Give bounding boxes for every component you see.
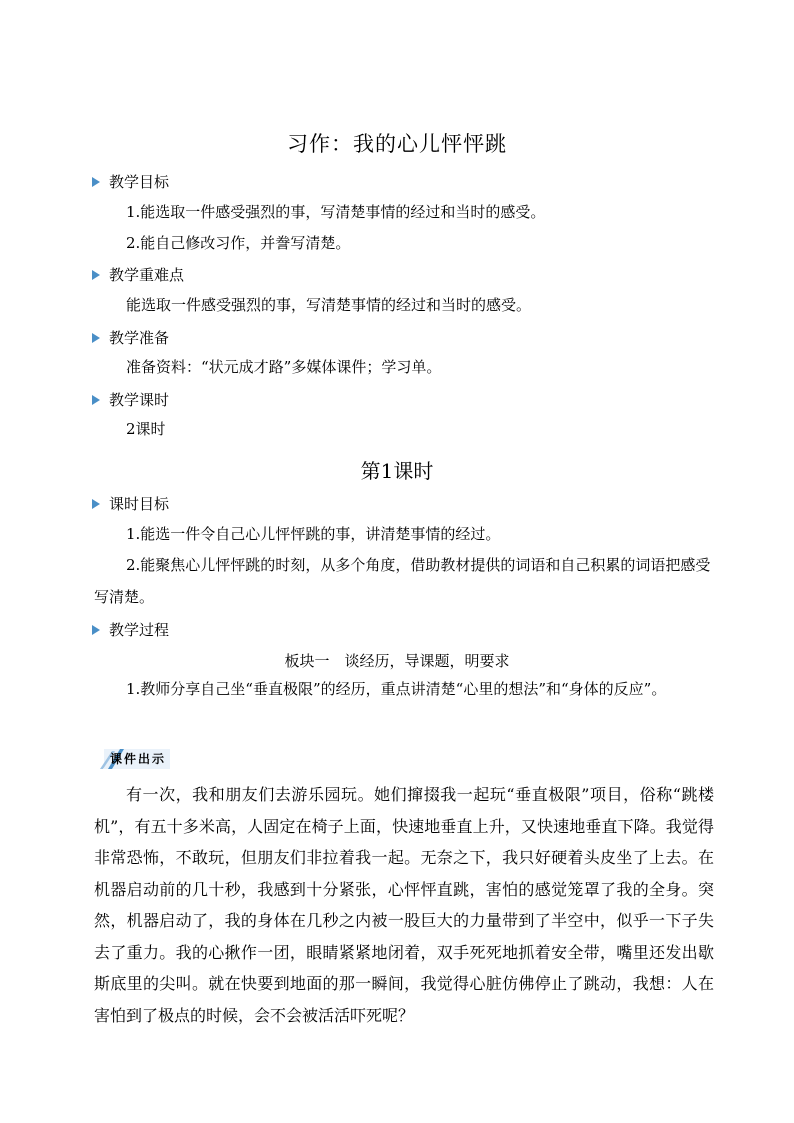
section-heading-label: 教学重难点 [109, 266, 185, 284]
story-paragraph: 有一次，我和朋友们去游乐园玩。她们撺掇我一起玩“垂直极限”项目，俗称“跳楼机”，有五十多米高，人固定在椅子上面，快速地垂直上升，又快速地垂直下降。我觉得非常恐怖，不敢玩，但朋友们非拉着我一起。无奈之下，我只好硬着头皮坐了上去。在机器启动前的几十秒，我感到十分紧张，心怦怦直跳，害怕的感觉笼罩了我的全身。突然，机器启动了，我的身体在几秒之内被一股巨大的力量带到了半空中，似乎一下子失去了重力。我的心揪作一团，眼睛紧紧地闭着，双手死死地抓着安全带，嘴里还发出歇斯底里的尖叫。就在快要到地面的那一瞬间，我觉得心脏仿佛停止了跳动，我想：人在害怕到了极点的时候，会不会被活活吓死呢？ [94, 785, 714, 1025]
paragraph: 1.教师分享自己坐“垂直极限”的经历，重点讲清楚“心里的想法”和“身体的反应”。 [126, 680, 667, 698]
section-heading-goals [92, 171, 169, 192]
badge-label: 课件出示 [110, 752, 167, 766]
section-heading-label: 教学准备 [109, 329, 170, 347]
paragraph: 2.能自己修改习作，并誊写清楚。 [126, 234, 351, 252]
paragraph: 2课时 [126, 420, 166, 438]
section-heading-key-points [92, 264, 184, 285]
triangle-bullet-icon [92, 625, 100, 635]
section-heading-process [92, 619, 169, 640]
paragraph: 准备资料：“状元成才路”多媒体课件；学习单。 [126, 358, 442, 376]
section-heading-lesson-goals [92, 493, 169, 514]
section-heading-periods [92, 389, 169, 410]
section-heading-label: 教学课时 [109, 391, 170, 409]
triangle-bullet-icon [92, 395, 100, 405]
section-heading-preparation [92, 327, 169, 348]
paragraph: 2.能聚焦心儿怦怦跳的时刻，从多个角度，借助教材提供的词语和自己积累的词语把感受写清楚。 [94, 556, 711, 606]
triangle-bullet-icon [92, 177, 100, 187]
paragraph: 1.能选一件令自己心儿怦怦跳的事，讲清楚事情的经过。 [126, 525, 501, 543]
triangle-bullet-icon [92, 499, 100, 509]
triangle-bullet-icon [92, 270, 100, 280]
section-heading-label: 教学目标 [109, 173, 170, 191]
courseware-badge [98, 747, 172, 771]
page-title: 习作：我的心儿怦怦跳 [287, 132, 507, 156]
triangle-bullet-icon [92, 333, 100, 343]
paragraph: 能选取一件感受强烈的事，写清楚事情的经过和当时的感受。 [126, 296, 532, 314]
block-title: 板块一 谈经历，导课题，明要求 [284, 652, 510, 670]
lesson-title: 第1课时 [360, 459, 434, 483]
paragraph: 1.能选取一件感受强烈的事，写清楚事情的经过和当时的感受。 [126, 203, 546, 221]
section-heading-label: 教学过程 [109, 621, 170, 639]
section-heading-label: 课时目标 [109, 495, 170, 513]
